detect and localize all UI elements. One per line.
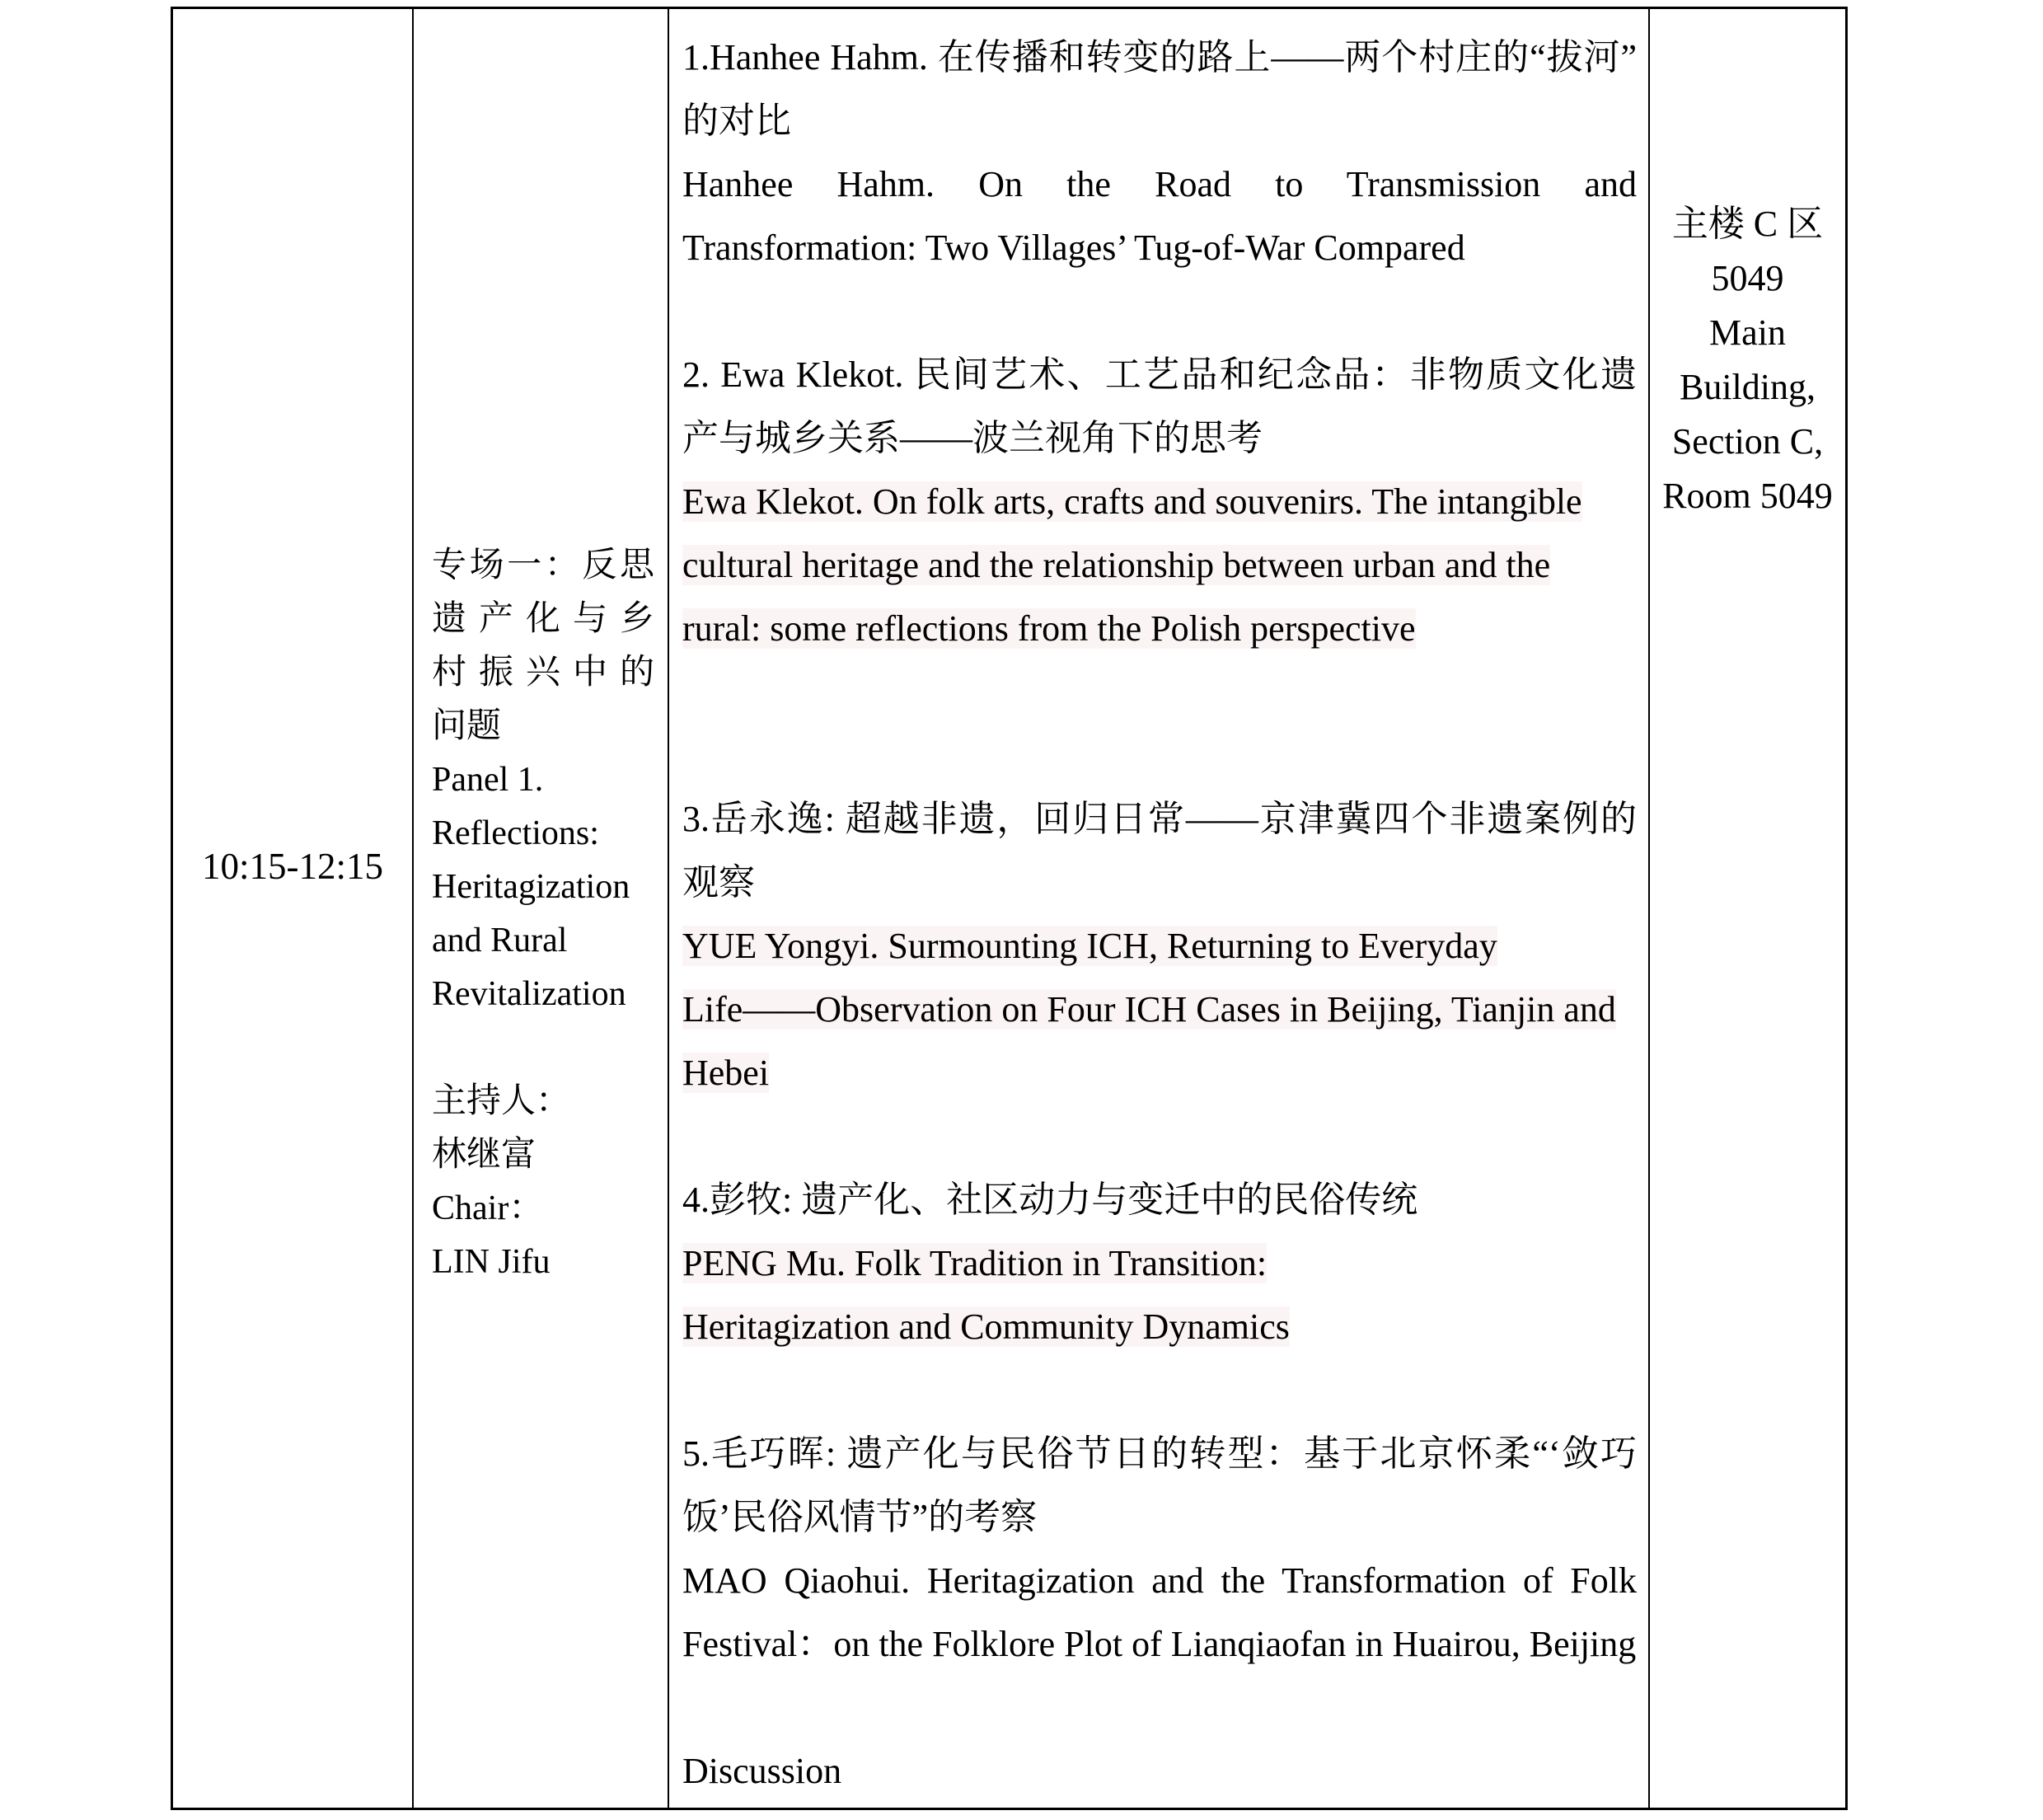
presentation-line [682,1168,1637,1231]
location-line [1655,415,1840,469]
presentation-line-text: 5.毛巧晖: 遗产化与民俗节日的转型：基于北京怀柔“‘敛巧 [682,1433,1637,1474]
panel-line-text: LIN Jifu [432,1243,551,1281]
presentation-line-text: 观察 [682,862,755,903]
panel-line [432,539,654,593]
presentation-line [682,1231,1637,1295]
presentation-line [682,470,1637,533]
panel-line-text: 专场一：反思 [432,546,654,584]
location-line-text: Section C, [1671,421,1824,462]
panel-line-text: and Rural [432,922,568,959]
panel-line-text: 村振兴中的 [432,654,654,692]
panel-line-text: Reflections: [432,814,599,852]
panel-line [432,807,654,861]
panel-line [432,968,654,1021]
presentation-line-text: Hanhee Hahm. On the Road to Transmission and [682,164,1637,204]
presentation-line-text: MAO Qiaohui. Heritagization and the Transformation of Folk [682,1560,1637,1601]
location-line [1655,360,1840,415]
panel-line [432,914,654,968]
panel-cell [412,9,668,1808]
presentation-line [682,1041,1637,1105]
presentation-line-text: Ewa Klekot. On folk arts, crafts and souvenirs. The intangible [682,481,1582,522]
panel-line-text: 问题 [432,707,502,745]
location-line [1655,251,1840,306]
presentation-line-text: 饭’民俗风情节”的考察 [682,1497,1038,1537]
panel-lines [414,9,668,1289]
presentation-line [682,597,1637,660]
presentation-line-text: 的对比 [682,101,791,141]
presentation-line-text: PENG Mu. Folk Tradition in Transition: [682,1243,1268,1283]
panel-line [432,700,654,753]
presentation-line [682,279,1637,343]
presentation-line [682,1739,1637,1803]
panel-line [432,1182,654,1236]
panel-line-text: Revitalization [432,975,626,1013]
location-line [1655,197,1840,251]
presentation-line [682,343,1637,406]
panel-line-text: Heritagization [432,868,630,906]
presentation-line [682,1295,1637,1358]
presentation-line [682,1676,1637,1739]
presentation-line [682,724,1637,787]
presentation-line [682,406,1637,470]
presentation-line [682,660,1637,724]
panel-line-text: Chair： [432,1189,544,1227]
presentation-line [682,533,1637,597]
presentation-line-text: rural: some reflections from the Polish perspective [682,608,1416,649]
panel-line [432,1128,654,1182]
panel-line [432,646,654,700]
presentation-line [682,1358,1637,1422]
presentation-line [682,152,1637,216]
presentation-line-text: 1.Hanhee Hahm. 在传播和转变的路上——两个村庄的“拔河” [682,37,1637,77]
location-line [1655,469,1840,523]
panel-line [432,753,654,807]
presentation-line-text: Heritagization and Community Dynamics [682,1306,1290,1347]
panel-line [432,593,654,646]
presentation-line-text: 产与城乡关系——波兰视角下的思考 [682,418,1263,458]
presentation-line [682,914,1637,978]
panel-line-text: 遗产化与乡 [432,600,654,638]
presentation-line [682,1422,1637,1485]
location-line-text: 主楼 C 区 [1671,204,1824,244]
presentation-line [682,1105,1637,1168]
location-line-text: Room 5049 [1662,476,1833,516]
presentation-line-text: Discussion [682,1751,842,1791]
location-cell [1648,9,1845,1808]
panel-line-text: Panel 1. [432,761,544,799]
presentation-line-text: Life——Observation on Four ICH Cases in Beijing, Tianjin and [682,989,1616,1030]
presentation-line [682,787,1637,851]
time-cell [173,9,412,1808]
panel-line-text: 主持人： [432,1082,571,1120]
presentation-line [682,1612,1637,1676]
location-lines [1650,9,1845,523]
location-line-text: Main [1709,312,1786,353]
presentation-line-text: 4.彭牧: 遗产化、社区动力与变迁中的民俗传统 [682,1180,1418,1220]
panel-line-text: 林继富 [432,1136,537,1174]
presentation-line [682,89,1637,152]
presentation-line-text: 3.岳永逸: 超越非遗，回归日常——京津冀四个非遗案例的 [682,799,1637,839]
presentation-line [682,1549,1637,1612]
panel-line [432,861,654,914]
presentation-line-text: Festival：on the Folklore Plot of Lianqiaofan in Huairou, Beijing [682,1624,1637,1664]
panel-line [432,1075,654,1128]
location-line-text: 5049 [1711,258,1784,298]
location-line [1655,306,1840,360]
presentation-line-text: YUE Yongyi. Surmounting ICH, Returning to Everyday [682,926,1497,966]
presentation-line-text: Transformation: Two Villages’ Tug-of-War Compared [682,228,1465,268]
presentation-line-text: cultural heritage and the relationship between urban and the [682,545,1551,585]
panel-line [432,1021,654,1075]
schedule-table [171,7,1848,1810]
presentation-line [682,216,1637,279]
presentation-line-text: Hebei [682,1053,770,1093]
location-line-text: Building, [1679,367,1816,407]
presentation-lines [669,9,1648,1803]
presentation-line [682,851,1637,914]
presentation-line-text: 2. Ewa Klekot. 民间艺术、工艺品和纪念品：非物质文化遗 [682,354,1637,395]
panel-line [432,1236,654,1289]
session-time: 10:15-12:15 [202,846,383,887]
presentation-line [682,978,1637,1041]
presentation-line [682,26,1637,89]
presentations-cell [668,9,1648,1808]
presentation-line [682,1485,1637,1549]
